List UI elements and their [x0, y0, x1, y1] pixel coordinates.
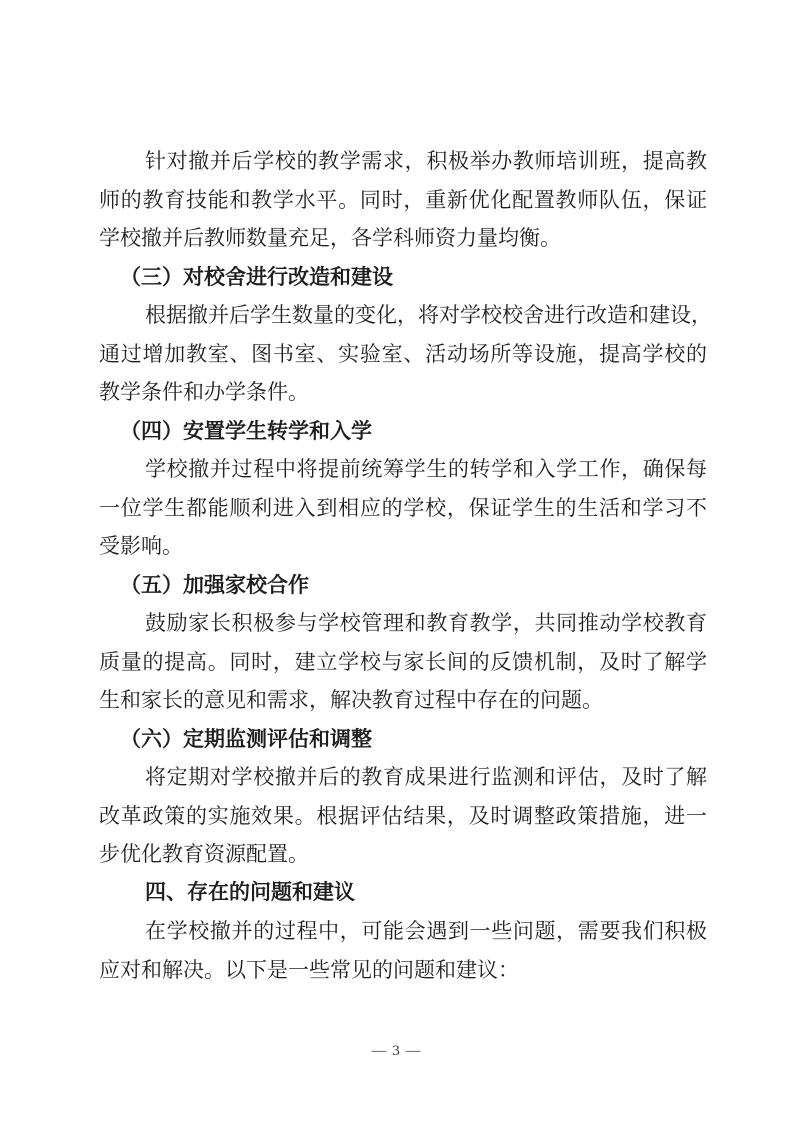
paragraph-line: 步优化教育资源配置。: [99, 842, 309, 866]
paragraph-line: 生和家长的意见和需求，解决教育过程中存在的问题。: [99, 688, 603, 712]
section-heading: （六）定期监测评估和调整: [120, 726, 372, 751]
paragraph-line: 一位学生都能顺利进入到相应的学校，保证学生的生活和学习不: [99, 495, 707, 520]
paragraph-line: 质量的提高。同时，建立学校与家长间的反馈机制，及时了解学: [99, 649, 707, 674]
paragraph-line: 学校撤并后教师数量充足，各学科师资力量均衡。: [99, 226, 561, 250]
paragraph-line: 受影响。: [99, 534, 183, 558]
page-footer: [0, 1041, 793, 1061]
chapter-heading: 四、存在的问题和建议: [145, 880, 355, 904]
paragraph-line: 学校撤并过程中将提前统筹学生的转学和入学工作，确保每: [145, 457, 707, 481]
paragraph-line: 师的教育技能和教学水平。同时，重新优化配置教师队伍，保证: [99, 187, 707, 212]
paragraph-line: 鼓励家长积极参与学校管理和教育教学，共同推动学校教育: [145, 611, 707, 635]
paragraph-line: 应对和解决。以下是一些常见的问题和建议：: [99, 957, 519, 982]
page-number: — 3 —: [371, 1043, 422, 1059]
paragraph-line: 在学校撤并的过程中，可能会遇到一些问题，需要我们积极: [145, 919, 707, 943]
section-heading: （五）加强家校合作: [120, 572, 309, 597]
paragraph-line: 教学条件和办学条件。: [99, 380, 309, 404]
paragraph-line: 通过增加教室、图书室、实验室、活动场所等设施，提高学校的: [99, 341, 707, 366]
document-body: [99, 142, 712, 989]
paragraph-line: 改革政策的实施效果。根据评估结果，及时调整政策措施，进一: [99, 803, 707, 828]
section-heading: （三）对校舍进行改造和建设: [120, 264, 393, 289]
paragraph-line: 将定期对学校撤并后的教育成果进行监测和评估，及时了解: [145, 765, 707, 789]
paragraph-line: 根据撤并后学生数量的变化，将对学校校舍进行改造和建设，: [145, 303, 712, 327]
section-heading: （四）安置学生转学和入学: [120, 418, 372, 443]
paragraph-line: 针对撤并后学校的教学需求，积极举办教师培训班，提高教: [145, 149, 707, 173]
